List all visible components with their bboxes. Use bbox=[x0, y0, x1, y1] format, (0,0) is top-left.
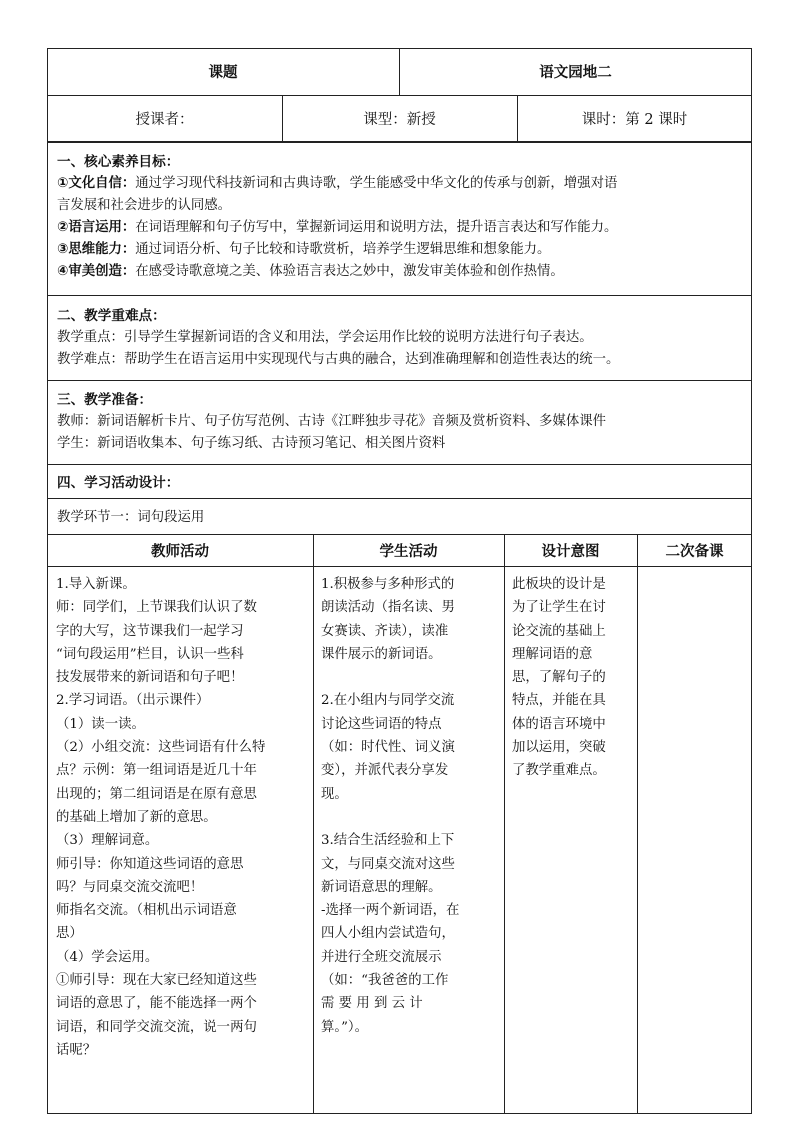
teacher-activity-line: 师引导：你知道这些词语的意思 bbox=[56, 856, 244, 872]
teacher-field: 授课者： bbox=[135, 112, 194, 128]
teacher-activity-line: （3）理解词意。 bbox=[56, 833, 159, 849]
design-intent-line: 理解词语的意 bbox=[512, 646, 593, 662]
section-heading: 一、核心素养目标： bbox=[57, 154, 180, 170]
lesson-type: 课型：新授 bbox=[363, 112, 436, 128]
teacher-activity-line: 师指名交流。（相机出示词语意 bbox=[56, 903, 237, 919]
teacher-activity-line: （1）读一读。 bbox=[56, 716, 145, 732]
section-goals: 一、核心素养目标： ①文化自信：通过学习现代科技新词和古典诗歌，学生能感受中华文化的传承与创新，增强对语 言发展和社会进步的认同感。 ②语言运用：在词语理解和句子仿写中，掌握新词运用和说明方法，提升语言表达和写作能力。 ③思维能力：通过词语分析、句子比较和诗歌赏析，培养学生逻辑思维和想象能力。 ④审美创造：在感受诗歌意境之美、体验语言表达之妙中，激发审美体验和创作热情。 bbox=[57, 151, 744, 283]
student-activity-line: 女赛读、齐读），读准 bbox=[321, 623, 449, 639]
divider bbox=[47, 464, 752, 465]
teacher-activity-line: 话呢？ bbox=[56, 1042, 97, 1058]
student-activity-line: 并进行全班交流展示 bbox=[321, 949, 442, 965]
teacher-activity-cell bbox=[56, 573, 311, 1062]
section-heading: 三、教学准备： bbox=[57, 392, 153, 408]
student-activity-line: 变），并派代表分享发 bbox=[321, 763, 449, 779]
student-activity-cell bbox=[321, 573, 501, 1039]
divider bbox=[637, 534, 638, 1114]
design-intent-line: 了教学重难点。 bbox=[512, 763, 606, 779]
student-activity-line: 朗读活动（指名读、男 bbox=[321, 600, 455, 616]
section-activities bbox=[57, 472, 744, 494]
difficulty-line: 教学难点：帮助学生在语言运用中实现现代与古典的融合，达到准确理解和创造性表达的统一。 bbox=[57, 352, 620, 367]
teacher-activity-line: “词句段运用”栏目，认识一些科 bbox=[56, 646, 244, 662]
section-key-points bbox=[57, 305, 744, 371]
student-activity-line: 现。 bbox=[321, 786, 348, 802]
divider bbox=[47, 295, 752, 296]
student-activity-line: 文，与同桌交流对这些 bbox=[321, 856, 455, 872]
column-header-second-prep: 二次备课 bbox=[665, 543, 724, 560]
teacher-activity-line: 词语，和同学交流交流，说一两句 bbox=[56, 1019, 257, 1035]
student-activity-line: 新词语意思的理解。 bbox=[321, 879, 442, 895]
title-value: 语文园地二 bbox=[539, 65, 612, 81]
teacher-activity-line: ①师引导：现在大家已经知道这些 bbox=[56, 973, 257, 989]
student-activity-line: 算。”）。 bbox=[321, 1019, 369, 1035]
column-header-intent: 设计意图 bbox=[541, 543, 600, 560]
design-intent-line: 论交流的基础上 bbox=[512, 623, 606, 639]
teacher-activity-line: 词语的意思了，能不能选择一两个 bbox=[56, 996, 257, 1012]
divider bbox=[47, 566, 752, 567]
teacher-activity-line: 点？示例：第一组词语是近几十年 bbox=[56, 763, 257, 779]
student-activity-line: 讨论这些词语的特点 bbox=[321, 716, 442, 732]
student-activity-line: 2.在小组内与同学交流 bbox=[321, 693, 455, 709]
divider bbox=[47, 380, 752, 381]
student-activity-line bbox=[321, 806, 501, 829]
teacher-activity-line: 字的大写，这节课我们一起学习 bbox=[56, 623, 244, 639]
student-activity-line: -选择一两个新词语，在 bbox=[321, 903, 460, 919]
teacher-activity-line: 2.学习词语。（出示课件） bbox=[56, 693, 210, 709]
teacher-activity-line: 思） bbox=[56, 926, 83, 942]
divider bbox=[47, 498, 752, 499]
divider bbox=[313, 534, 314, 1114]
student-activity-line: 1.积极参与多种形式的 bbox=[321, 577, 455, 592]
teacher-prep-line: 教师：新词语解析卡片、句子仿写范例、古诗《江畔独步寻花》音频及赏析资料、多媒体课件 bbox=[57, 414, 607, 429]
student-activity-line: 需 要 用 到 云 计 bbox=[321, 996, 423, 1012]
design-intent-line: 体的语言环境中 bbox=[512, 716, 606, 732]
student-activity-line: 课件展示的新词语。 bbox=[321, 646, 442, 662]
design-intent-line: 特点，并能在具 bbox=[512, 693, 606, 709]
design-intent-cell bbox=[512, 573, 634, 783]
teacher-activity-line: 出现的；第二组词语是在原有意思 bbox=[56, 786, 257, 802]
column-header-teacher: 教师活动 bbox=[151, 543, 209, 560]
design-intent-line: 为了让学生在讨 bbox=[512, 600, 606, 616]
section-preparation bbox=[57, 389, 744, 455]
student-prep-line: 学生：新词语收集本、句子练习纸、古诗预习笔记、相关图片资料 bbox=[57, 436, 446, 451]
student-activity-line: （如：时代性、词义演 bbox=[321, 740, 455, 756]
teacher-activity-line: 1.导入新课。 bbox=[56, 577, 136, 592]
stage-label: 教学环节一：词句段运用 bbox=[57, 510, 205, 525]
design-intent-line: 加以运用，突破 bbox=[512, 740, 606, 756]
column-header-student: 学生活动 bbox=[379, 543, 438, 560]
teacher-activity-line: （2）小组交流：这些词语有什么特 bbox=[56, 740, 266, 756]
title-label: 课题 bbox=[208, 65, 238, 81]
design-intent-line: 思，了解句子的 bbox=[512, 670, 606, 686]
teacher-activity-line: （4）学会运用。 bbox=[56, 949, 159, 965]
lesson-time: 课时：第 2 课时 bbox=[581, 112, 688, 128]
stage-row bbox=[57, 507, 744, 529]
key-point-line: 教学重点：引导学生掌握新词语的含义和用法，学会运用作比较的说明方法进行句子表达。 bbox=[57, 330, 593, 345]
teacher-activity-line: 师：同学们，上节课我们认识了数 bbox=[56, 600, 257, 616]
teacher-activity-line: 吗？与同桌交流交流吧！ bbox=[56, 879, 204, 895]
design-intent-line: 此板块的设计是 bbox=[512, 577, 606, 592]
teacher-activity-line: 的基础上增加了新的意思。 bbox=[56, 809, 217, 825]
divider bbox=[504, 534, 505, 1114]
student-activity-line bbox=[321, 666, 501, 689]
teacher-activity-line: 技发展带来的新词语和句子吧！ bbox=[56, 670, 244, 686]
student-activity-line: 四人小组内尝试造句， bbox=[321, 926, 455, 942]
student-activity-line: （如：“我爸爸的工作 bbox=[321, 973, 449, 989]
section-heading: 四、学习活动设计： bbox=[57, 475, 180, 491]
section-heading: 二、教学重难点： bbox=[57, 308, 166, 324]
student-activity-line: 3.结合生活经验和上下 bbox=[321, 833, 455, 849]
